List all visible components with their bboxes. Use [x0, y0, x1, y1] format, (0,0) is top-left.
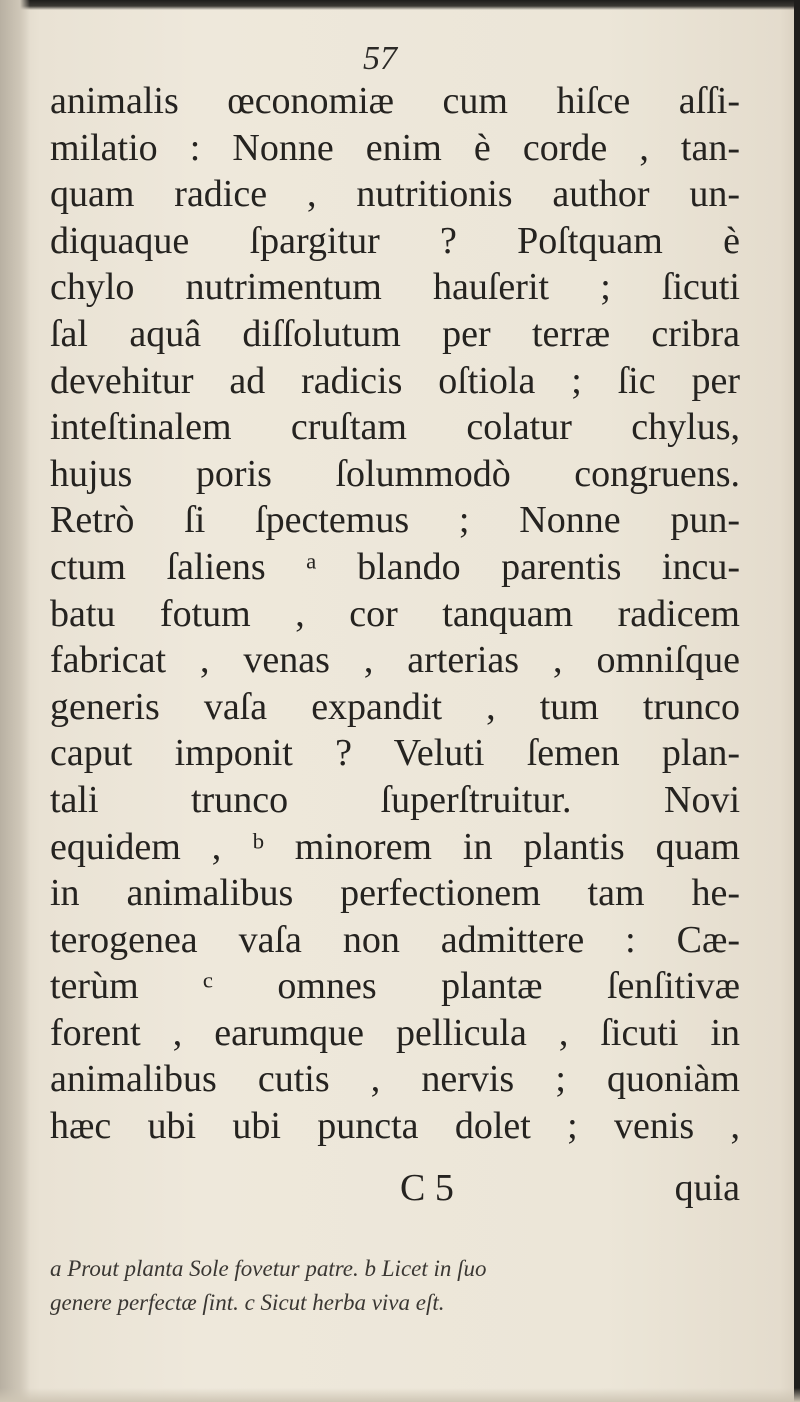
- footnote-line: a Prout planta Sole fovetur patre. b Licet in ſuo: [50, 1256, 487, 1281]
- text-line: generis vaſa expandit , tum trunco: [50, 685, 740, 728]
- text-line: fabricat , venas , arterias , omniſque: [50, 639, 740, 682]
- catchword: quia: [674, 1167, 740, 1209]
- text-line: diquaque ſpargitur ? Poſtquam è: [50, 219, 740, 262]
- page-top-edge: [0, 0, 800, 10]
- text-line: caput imponit ? Veluti ſemen plan-: [50, 732, 740, 775]
- text-line: milatio : Nonne enim è corde , tan-: [50, 126, 740, 169]
- text-line: tali trunco ſuperſtruitur. Novi: [50, 778, 740, 821]
- text-line: terogenea vaſa non admittere : Cæ-: [50, 918, 740, 961]
- text-line: hujus poris ſolummodò congruens.: [50, 452, 740, 495]
- text-line: quam radice , nutritionis author un-: [50, 173, 740, 216]
- text-line: animalibus cutis , nervis ; quoniàm: [50, 1058, 740, 1101]
- text-line: chylo nutrimentum hauſerit ; ſicuti: [50, 266, 740, 309]
- binding-gutter: [0, 0, 30, 1402]
- footnote-line: genere perfectæ ſint. c Sicut herba viva eſt.: [50, 1290, 445, 1315]
- text-line: ſal aquâ diſſolutum per terræ cribra: [50, 312, 740, 355]
- text-line: Retrò ſi ſpectemus ; Nonne pun-: [50, 499, 740, 542]
- text-line: in animalibus perfectionem tam he-: [50, 872, 740, 915]
- text-line: terùm ᶜ omnes plantæ ſenſitivæ: [50, 965, 740, 1008]
- page-bottom-edge: [0, 1388, 800, 1402]
- text-line: inteſtinalem cruſtam colatur chylus,: [50, 406, 740, 449]
- text-line: devehitur ad radicis oſtiola ; ſic per: [50, 359, 740, 402]
- body-text: [50, 78, 740, 1150]
- signature-line: [400, 1166, 740, 1214]
- text-line: batu fotum , cor tanquam radicem: [50, 592, 740, 635]
- text-line: forent , earumque pellicula , ſicuti in: [50, 1011, 740, 1054]
- text-line: hæc ubi ubi puncta dolet ; venis ,: [50, 1105, 740, 1148]
- footnotes: [50, 1252, 740, 1320]
- text-line: ctum ſaliens ᵃ blando parentis incu-: [50, 545, 740, 588]
- text-line: animalis œconomiæ cum hiſce aſſi-: [50, 80, 740, 122]
- gathering-signature: C 5: [400, 1167, 454, 1209]
- text-line: equidem , ᵇ minorem in plantis quam: [50, 825, 740, 868]
- page-right-edge: [794, 0, 800, 1402]
- page-number: 57: [363, 40, 397, 77]
